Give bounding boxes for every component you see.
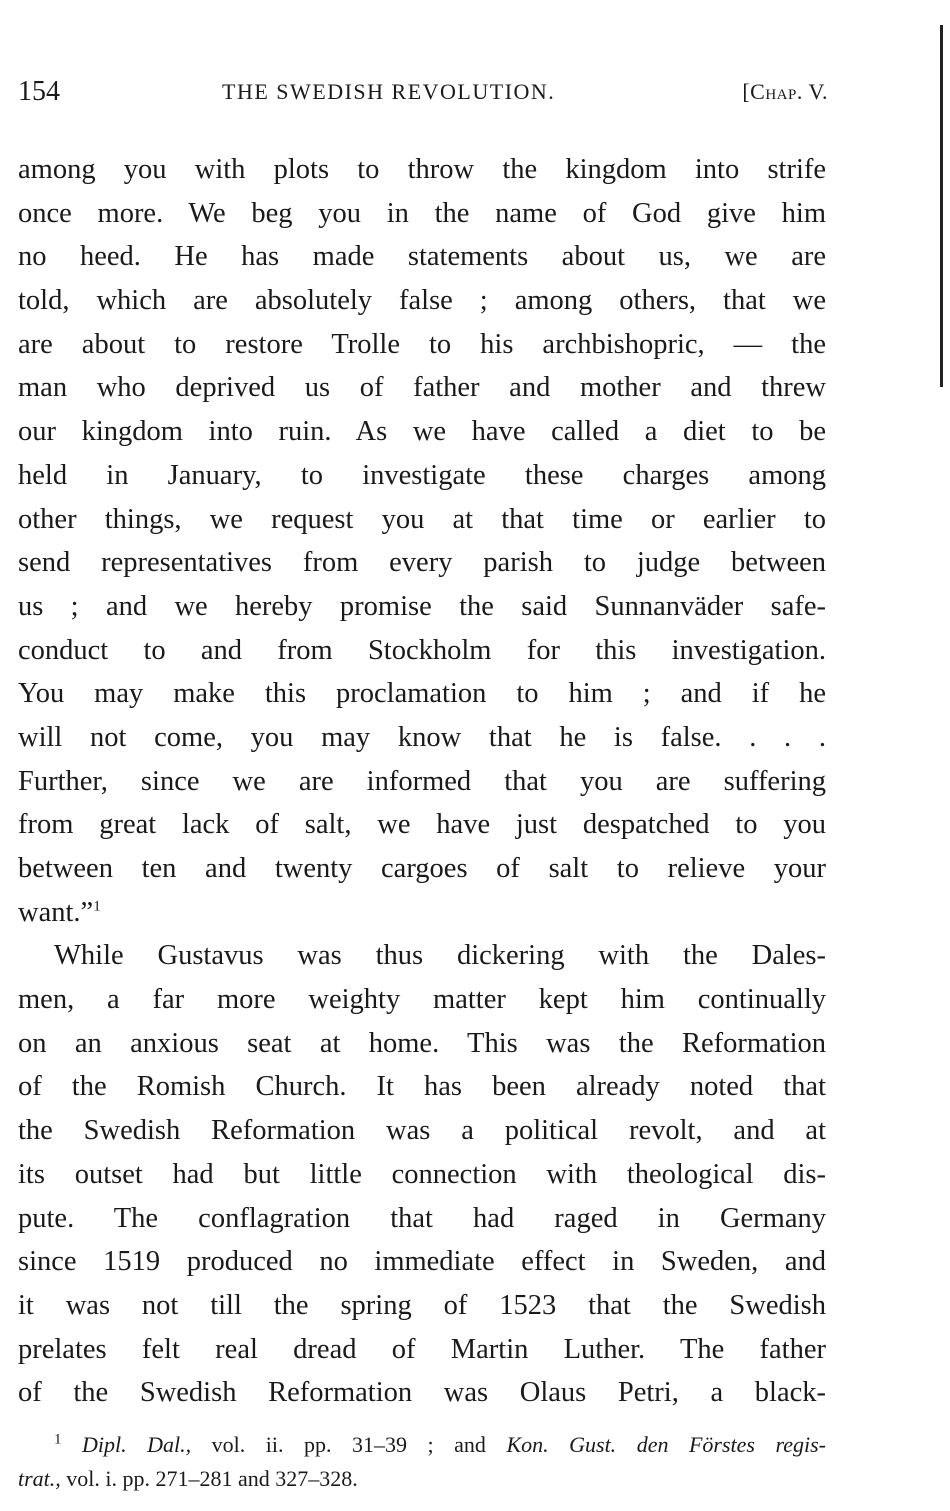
text-line: told, which are absolutely false ; among others, that we	[18, 285, 826, 317]
text-line: of the Romish Church. It has been already noted that	[18, 1071, 826, 1103]
page-header	[18, 76, 828, 116]
text-line: prelates felt real dread of Martin Luther. The father	[18, 1333, 826, 1365]
text-line: once more. We beg you in the name of God give him	[18, 197, 826, 229]
text-line: from great lack of salt, we have just despatched to you	[18, 809, 826, 841]
text-line: men, a far more weighty matter kept him continually	[18, 984, 826, 1016]
text-line: conduct to and from Stockholm for this investigation.	[18, 634, 826, 666]
text-line: its outset had but little connection with theological dis-	[18, 1158, 826, 1190]
text-line: our kingdom into ruin. As we have called a diet to be	[18, 416, 826, 448]
text-line: are about to restore Trolle to his archbishopric, — the	[18, 328, 826, 360]
text-line: between ten and twenty cargoes of salt to relieve your	[18, 853, 826, 884]
text-line: pute. The conflagration that had raged in Germany	[18, 1202, 826, 1234]
footnotes	[18, 1428, 826, 1496]
page-number: 154	[18, 76, 60, 107]
text-line: it was not till the spring of 1523 that the Swedish	[18, 1289, 826, 1321]
text-line: no heed. He has made statements about us, we are	[18, 241, 826, 273]
text-line: on an anxious seat at home. This was the Reformation	[18, 1027, 826, 1059]
text-line: of the Swedish Reformation was Olaus Petri, a black-	[18, 1377, 826, 1409]
footnote-source: Dipl. Dal.,	[82, 1432, 192, 1457]
text-line: other things, we request you at that time or earlier to	[18, 503, 826, 535]
footnote-source: trat.,	[18, 1466, 61, 1491]
footnote-text: vol. ii. pp. 31–39 ; and	[191, 1432, 507, 1457]
text-line: since 1519 produced no immediate effect in Sweden, and	[18, 1246, 826, 1278]
footnote-text: vol. i. pp. 271–281 and 327–328.	[60, 1466, 358, 1491]
margin-rule	[940, 25, 943, 387]
footnote-reference[interactable]: 1	[93, 898, 101, 915]
footnote-line	[18, 1462, 826, 1496]
chapter-mark: [Chap. V.	[742, 79, 828, 104]
footnote-source: Kon. Gust. den Förstes regis-	[506, 1432, 826, 1457]
text-line: the Swedish Reformation was a political revolt, and at	[18, 1115, 826, 1147]
paragraph-continued	[18, 148, 826, 934]
running-title: THE SWEDISH REVOLUTION.	[222, 79, 556, 104]
text-line: among you with plots to throw the kingdom into strife	[18, 154, 826, 185]
text-line	[18, 891, 826, 935]
text-line-end: want.”	[18, 896, 94, 928]
text-line: While Gustavus was thus dickering with the Dales-	[54, 940, 826, 972]
paragraph	[18, 934, 826, 1415]
text-line: man who deprived us of father and mother and threw	[18, 372, 826, 404]
text-line: will not come, you may know that he is false. . . .	[18, 721, 826, 753]
footnote-mark: 1	[54, 1431, 62, 1448]
text-line: held in January, to investigate these charges among	[18, 459, 826, 491]
footnote-line	[18, 1428, 826, 1462]
text-line: Further, since we are informed that you are suffering	[18, 765, 826, 797]
text-line: us ; and we hereby promise the said Sunnanväder safe-	[18, 590, 826, 622]
body-text	[18, 148, 826, 1415]
text-line: send representatives from every parish to judge between	[18, 547, 826, 579]
text-line: You may make this proclamation to him ; and if he	[18, 678, 826, 710]
